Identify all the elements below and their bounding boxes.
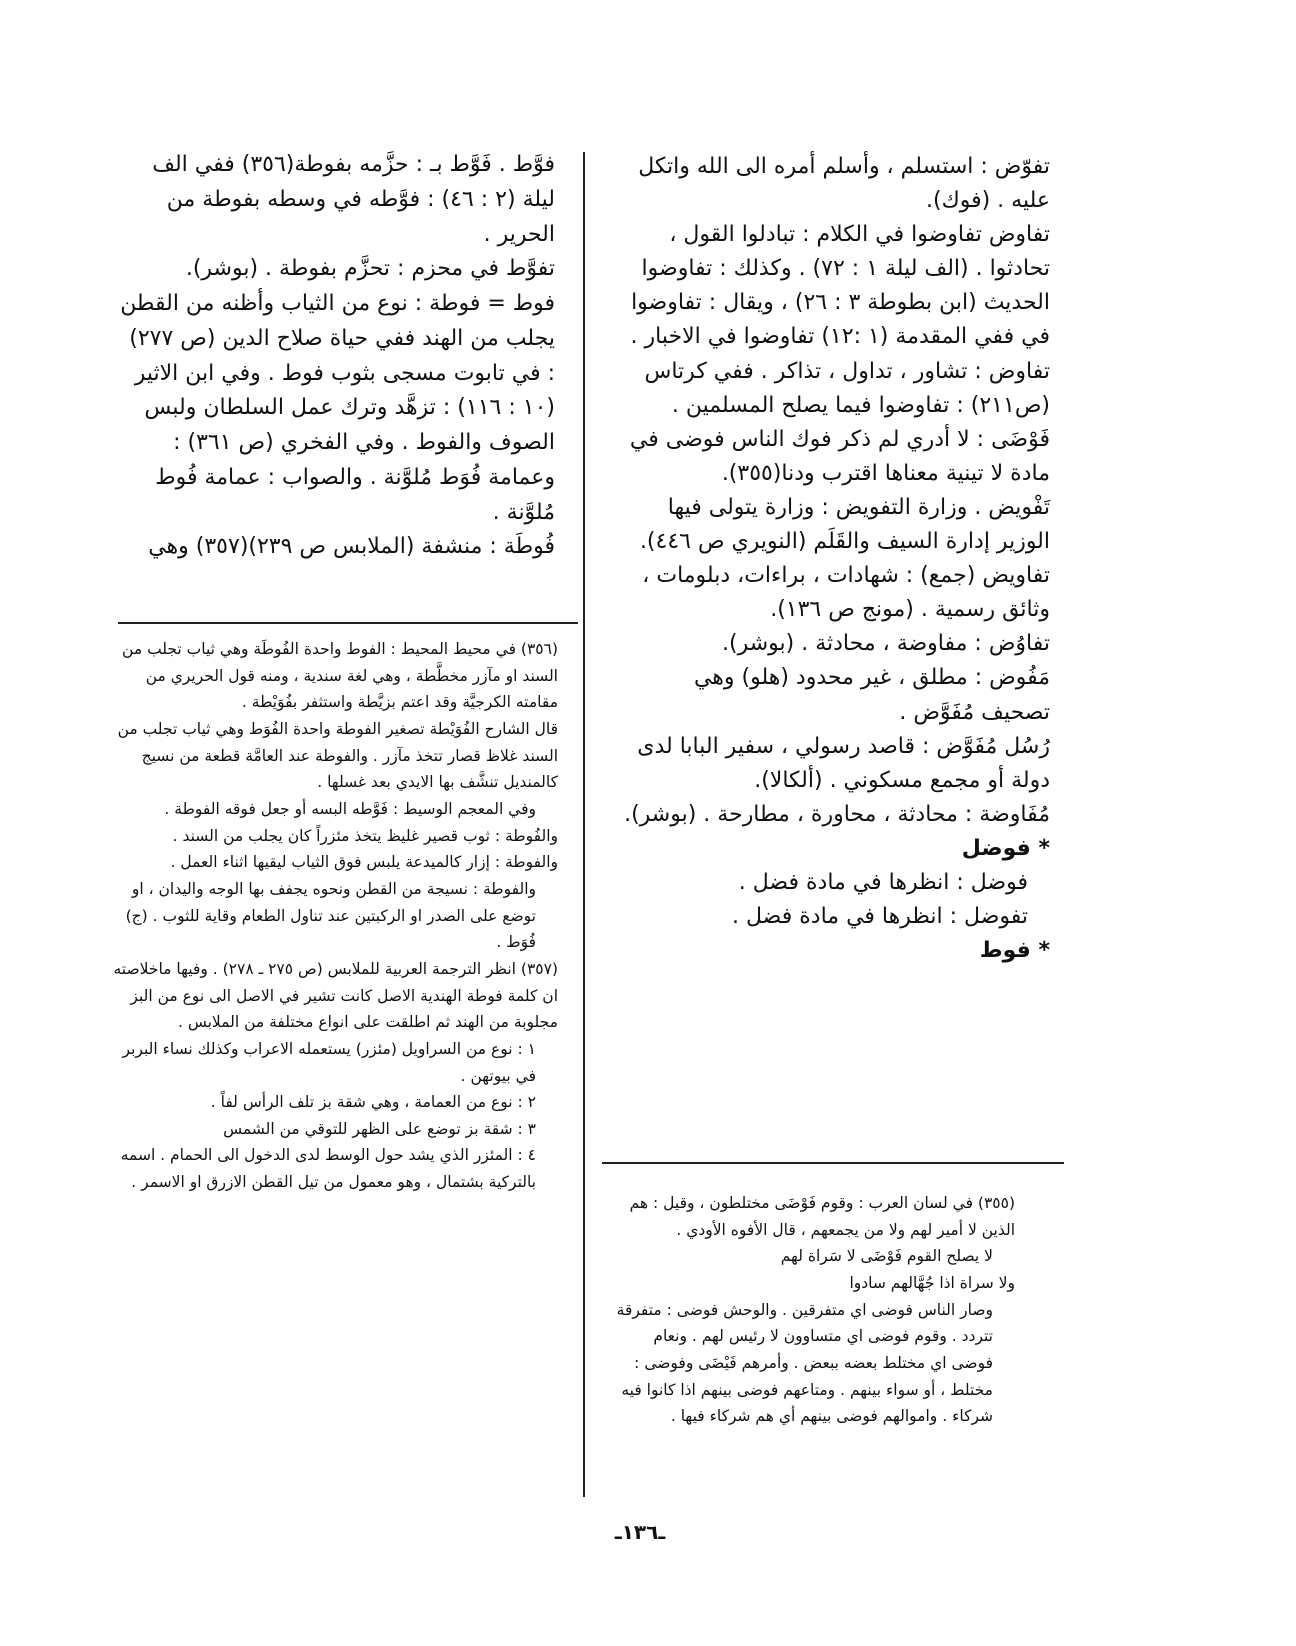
paragraph: فوضل : انظرها في مادة فضل .: [738, 869, 1028, 895]
section-heading: * فوط: [979, 938, 1050, 964]
footnote: ٣ : شقة بز توضع على الظهر للتوقي من الشمس: [223, 1119, 536, 1138]
paragraph: مَفُوض : مطلق ، غير محدود (هلو) وهي تصحيف مُفَوَّض .: [693, 665, 1050, 725]
footnote: والفوطة : إزار كالميدعة يلبس فوق الثياب ليقيها اثناء العمل .: [170, 853, 558, 872]
footnote: (٣٥٦) في محيط المحيط : الفوط واحدة الفُوطَة وهي ثياب تجلب من السند او مآزر مخطَّطة ، وهي لغة سندية ، ومنه قول الحريري من مقامته الكرجيَّة وقد اعتم بزيَّطة واستثفر بفُوَيْطة .: [122, 640, 558, 712]
footnote: قال الشارح الفُوَيْطة تصغير الفوطة واحدة الفُوَط وهي ثياب تجلب من السند غلاظ قصار تتخذ مآزر . والفوطة عند العامَّة قطعة من نسيج كالمنديل تنشَّف بها الايدي بعد غسلها .: [117, 719, 558, 792]
section-heading: * فوضل: [961, 835, 1050, 861]
paragraph: رُسُل مُفَوَّض : قاصد رسولي ، سفير البابا لدى دولة أو مجمع مسكوني . (ألكالا).: [637, 733, 1050, 793]
paragraph: تَفْويض . وزارة التفويض : وزارة يتولى فيها الوزير إدارة السيف والقَلَم (النويري ص ٤٤٦).: [639, 494, 1050, 555]
paragraph: تفاوُض : مفاوضة ، محادثة . (بوشر).: [722, 631, 1050, 657]
poem-line: لا يصلح القوم فَوْضَى لا سَراة لهم: [780, 1247, 993, 1266]
page-number: ـ١٣٦ـ: [614, 1520, 666, 1544]
footnote: وفي المعجم الوسيط : فَوَّطه البسه أو جعل فوقه الفوطة .: [164, 799, 536, 818]
paragraph: فوَّط . فَوَّط بـ : حزَّمه بفوطة(٣٥٦) ففي الف ليلة (٢ : ٤٦) : فوَّطه في وسطه بفوطة من الحرير .: [152, 152, 555, 247]
paragraph: فُوطَة : منشفة (الملابس ص ٢٣٩)(٣٥٧) وهي: [148, 534, 555, 560]
paragraph: فوط = فوطة : نوع من الثياب وأظنه من القطن يجلب من الهند ففي حياة صلاح الدين (ص ٢٧٧) : في تابوت مسجى بثوب فوط . وفي ابن الاثير (١٠ : ١١٦) : تزهَّد وترك عمل السلطان ولبس الصوف والفوط . وفي الفخري (ص ٣٦١) : وعمامة فُوَط مُلوَّنة . والصواب : عمامة فُوط مُلوَّنة .: [120, 291, 555, 525]
footnote: ١ : نوع من السراويل (مئزر) يستعمله الاعراب وكذلك نساء البربر في بيوتهن .: [122, 1039, 536, 1085]
footnote: والفوطة : نسيجة من القطن ونحوه يجفف بها الوجه واليدان ، او توضع على الصدر او الركبتين عند تناول الطعام وقاية للثوب . (ج) فُوَط .: [125, 879, 536, 952]
footnote: والفُوطة : ثوب قصير غليظ يتخذ مئزراً كان يجلب من السند .: [172, 826, 558, 845]
footnote: ٢ : نوع من العمامة ، وهي شقة بز تلف الرأس لفاً .: [210, 1093, 536, 1112]
column-divider: [583, 152, 585, 1497]
right-column-text: [620, 150, 1050, 968]
footnote: ٤ : المئزر الذي يشد حول الوسط لدى الدخول الى الحمام . اسمه بالتركية بشتمال ، وهو معمول من تيل القطن الازرق او الاسمر .: [120, 1146, 536, 1192]
footnotes-left: [110, 636, 558, 1196]
poem-line: ولا سراة اذا جُهَّالهم سادوا: [849, 1273, 1015, 1292]
footnotes-right: [610, 1190, 1015, 1430]
paragraph: تفوضل : انظرها في مادة فضل .: [732, 904, 1028, 930]
paragraph: تفاويض (جمع) : شهادات ، براءات، دبلومات ، وثائق رسمية . (مونج ص ١٣٦).: [642, 563, 1050, 623]
footnote: وصار الناس فوضى اي متفرقين . والوحش فوضى : متفرقة تتردد . وقوم فوضى اي متساوون لا رئيس لهم . ونعام فوضى اي مختلط بعضه ببعض . وأمرهم فَيْضَى وفوضى : مختلط ، أو سواء بينهم . ومتاعهم فوضى بينهم اذا كانوا فيه شركاء . واموالهم فوضى بينهم أي هم شركاء فيها .: [616, 1300, 993, 1426]
footnote: (٣٥٧) انظر الترجمة العربية للملابس (ص ٢٧٥ ـ ٢٧٨) . وفيها ماخلاصته ان كلمة فوطة الهندية الاصل كانت تشير في الاصل الى نوع من البز مجلوبة من الهند ثم اطلقت على انواع مختلفة من الملابس .: [113, 959, 558, 1032]
paragraph: مُفَاوضة : محادثة ، محاورة ، مطارحة . (بوشر).: [624, 801, 1050, 827]
left-column-text: [115, 148, 555, 565]
footnote: (٣٥٥) في لسان العرب : وقوم فَوْضَى مختلطون ، وقيل : هم الذين لا أمير لهم ولا من يجمعهم ، قال الأفوه الأودي .: [629, 1194, 1015, 1239]
footnote-separator-right: [602, 1162, 1064, 1164]
paragraph: تفاوض تفاوضوا في الكلام : تبادلوا القول ، تحادثوا . (الف ليلة ١ : ٧٢) . وكذلك : تفاوضوا الحديث (ابن بطوطة ٣ : ٢٦) ، ويقال : تفاوضوا في ففي المقدمة (١ :١٢) تفاوضوا في الاخبار . تفاوض : تشاور ، تداول ، تذاكر . ففي كرتاس (ص٢١١) : تفاوضوا فيما يصلح المسلمين .: [630, 222, 1050, 418]
paragraph: فَوْضَى : لا أدري لم ذكر فوك الناس فوضى في مادة لا تينية معناها اقترب ودنا(٣٥٥).: [629, 426, 1050, 486]
paragraph: تفوَّط في محزم : تحزَّم بفوطة . (بوشر).: [185, 256, 555, 282]
paragraph: تفوّض : استسلم ، وأسلم أمره الى الله واتكل عليه . (فوك).: [638, 154, 1050, 214]
footnote-separator-left: [118, 622, 578, 624]
